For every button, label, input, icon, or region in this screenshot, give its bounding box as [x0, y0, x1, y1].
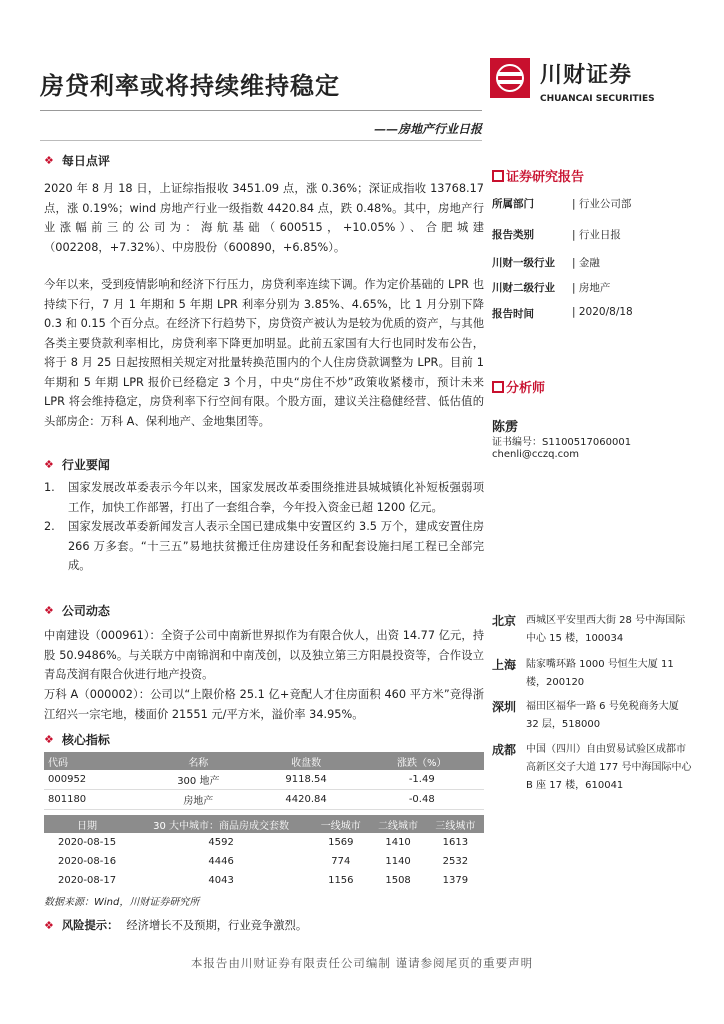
- logo-icon: [490, 58, 530, 98]
- table-row: 2020-08-17 4043 1156 1508 1379: [57, 875, 469, 886]
- section-heading-daily: ❖ 每日点评: [44, 154, 110, 168]
- diamond-icon: ❖: [44, 733, 54, 746]
- risk-note: ❖ 风险提示： 经济增长不及预期，行业竞争激烈。: [44, 918, 308, 932]
- meta-row: 报告时间 | 2020/8/18: [492, 306, 633, 320]
- list-item: 1. 国家发展改革委表示今年以来，国家发展改革委围绕推进县城城镇化补短板强弱项工作，加快工作部署，打出了一套组合拳，今年投入资金已超 1200 亿元。: [44, 481, 484, 514]
- news-list: [44, 478, 484, 576]
- table-header-row: 日期 30 大中城市：商品房成交套数 一线城市 二线城市 三线城市: [44, 815, 484, 833]
- daily-paragraph-2: 今年以来，受到疫情影响和经济下行压力，房贷利率连续下调。作为定价基础的 LPR 也持续下行，7 月 1 年期和 5 年期 LPR 利率分别为 3.85%、4.65%，比 1 月分别下降 0.3 和 0.15 个百分点。在经济下行趋势下，房贷资产被认为是较为优质的资产，与其他各类主要贷款利率相比，房贷利率下降更加明显。此前五家国有大行也同时发布公告，将于 8 月 25 日起按照相关规定对批量转换范围内的个人住房贷款调整为 LPR。目前 1 年期和 5 年期 LPR 报价已经稳定 3 个月，中央“房住不炒”政策收紧楼市，预计未来 LPR 将会维持稳定，房贷利率下行空间有限。个股方面，建议关注稳健经营、低估值的头部房企：万科 A、保利地产、金地集团等。: [44, 278, 484, 428]
- diamond-icon: ❖: [44, 458, 54, 471]
- section-heading-news: ❖ 行业要闻: [44, 458, 110, 472]
- list-item: 2. 国家发展改革委新闻发言人表示全国已建成集中安置区约 3.5 万个，建成安置住房 266 万多套。“十三五”易地扶贫搬迁住房建设任务和配套设施扫尾工程已全部完成。: [44, 520, 484, 572]
- company-paragraph-2: 万科 A（000002）：公司以“上限价格 25.1 亿+竞配人才住房面积 460 平方米”竞得浙江绍兴一宗宅地，楼面价 21551 元/平方米，溢价率 34.95%。: [44, 688, 484, 721]
- office-city: 成都: [492, 743, 517, 757]
- divider: [40, 140, 482, 141]
- table-header-row: 代码 名称 收盘数 涨跌（%）: [44, 752, 484, 770]
- sidebar-heading-report: 证券研究报告: [492, 166, 584, 185]
- meta-row: 川财一级行业 | 金融: [492, 257, 600, 269]
- logo-text-en: CHUANCAI SECURITIES: [540, 94, 655, 104]
- analyst-name: 陈雳: [492, 420, 519, 435]
- transactions-table: [44, 815, 484, 890]
- diamond-icon: ❖: [44, 154, 54, 167]
- office-city: 上海: [492, 658, 517, 672]
- office-address: 陆家嘴环路 1000 号恒生大厦 11 楼，200120: [526, 659, 674, 688]
- office-city: 深圳: [492, 700, 517, 714]
- page-title: 房贷利率或将持续维持稳定: [40, 71, 340, 100]
- office-address: 中国（四川）自由贸易试验区成都市高新区交子大道 177 号中海国际中心 B 座 17 楼，610041: [526, 744, 692, 791]
- section-heading-indicators: ❖ 核心指标: [44, 733, 110, 747]
- square-icon: [492, 381, 504, 393]
- company-paragraph-1: 中南建设（000961）：全资子公司中南新世界拟作为有限合伙人，出资 14.77 亿元，持股 50.9486%。与关联方中南锦润和中南茂创，以及独立第三方阳晨投资等，合作设立青岛茂润有限合伙进行地产投资。: [44, 629, 484, 681]
- table-row: 801180 房地产 4420.84 -0.48: [44, 790, 484, 810]
- sidebar-heading-analyst: 分析师: [492, 377, 545, 396]
- table-row: 2020-08-16 4446 774 1140 2532: [57, 856, 469, 867]
- divider: [40, 110, 482, 111]
- meta-row: 报告类别 | 行业日报: [492, 229, 621, 241]
- meta-row: 所属部门 | 行业公司部: [492, 198, 632, 210]
- analyst-cert: 证书编号：S1100517060001: [492, 437, 632, 448]
- daily-paragraph-1: 2020 年 8 月 18 日，上证综指报收 3451.09 点，涨 0.36%；深证成指收 13768.17 点，涨 0.19%；wind 房地产行业一级指数 4420.84 点，跌 0.48%。其中，房地产行业涨幅前三的公司为：海航基础（600515，+10.05%）、合肥城建（002208，+7.32%）、中房股份（600890，+6.85%）。: [44, 182, 484, 254]
- analyst-email[interactable]: chenli@cczq.com: [492, 449, 580, 460]
- office-city: 北京: [492, 614, 517, 628]
- data-source: 数据来源：Wind，川财证券研究所: [44, 897, 200, 908]
- table-row: 2020-08-15 4592 1569 1410 1613: [57, 837, 469, 848]
- office-address: 西城区平安里西大街 28 号中海国际中心 15 楼，100034: [526, 615, 686, 644]
- diamond-icon: ❖: [44, 918, 54, 932]
- meta-row: 川财二级行业 | 房地产: [492, 282, 611, 294]
- index-table: [44, 752, 484, 810]
- office-address: 福田区福华一路 6 号免税商务大厦 32 层，518000: [526, 701, 679, 730]
- footer-disclaimer: 本报告由川财证券有限责任公司编制 谨请参阅尾页的重要声明: [190, 956, 534, 970]
- diamond-icon: ❖: [44, 604, 54, 617]
- report-subtitle: ——房地产行业日报: [373, 122, 482, 136]
- logo-text-cn: 川财证券: [540, 63, 633, 88]
- table-row: 000952 300 地产 9118.54 -1.49: [44, 770, 484, 790]
- section-heading-company: ❖ 公司动态: [44, 604, 110, 618]
- square-icon: [492, 170, 504, 182]
